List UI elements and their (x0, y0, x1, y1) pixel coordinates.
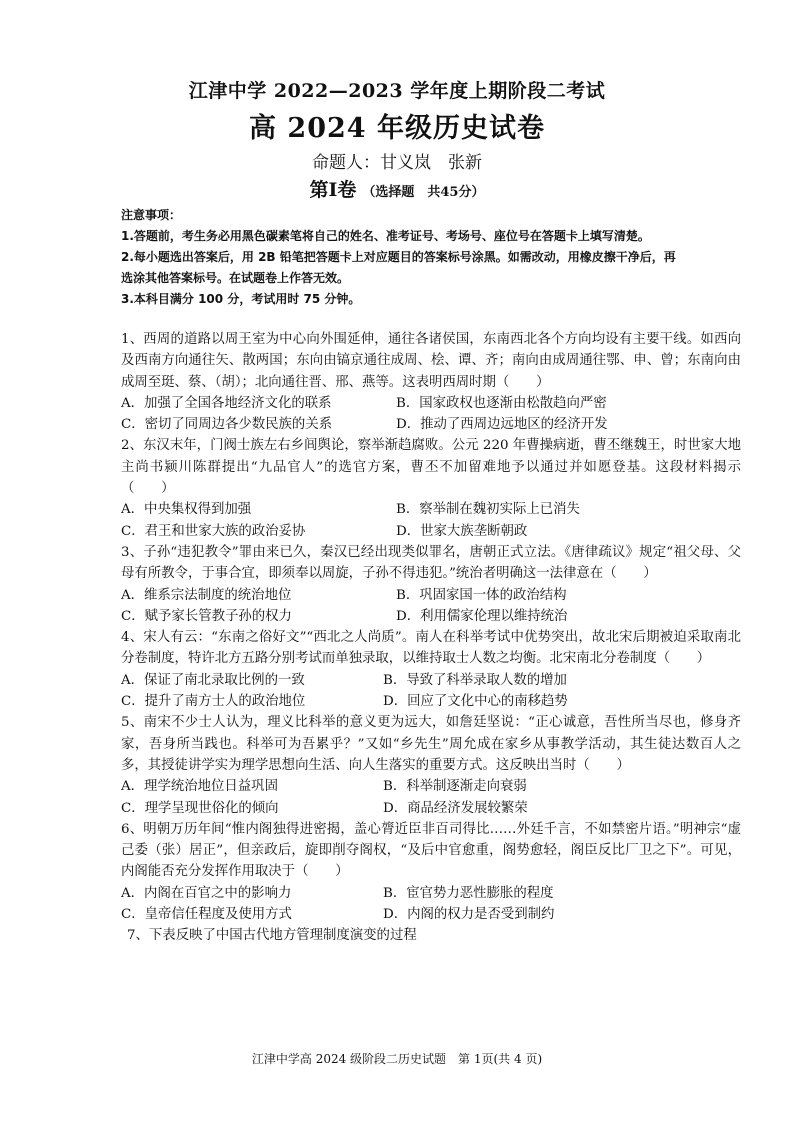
notes-title: 注意事项： (121, 208, 182, 222)
question-options (121, 883, 741, 926)
exam-notes (121, 205, 741, 310)
question-7 (121, 925, 741, 946)
question-options (121, 393, 741, 436)
option-b: B．导致了科举录取人数的增加 (383, 672, 567, 688)
note-line: 选涂其他答案标号。在试题卷上作答无效。 (121, 271, 350, 285)
note-line: 2.每小题选出答案后，用 2B 铅笔把答题卡上对应题目的答案标号涂黑。如需改动，用橡皮擦干净后，再 (121, 250, 676, 264)
option-a: A．内阁在百官之中的影响力 (121, 885, 292, 901)
option-a: A．中央集权得到加强 (121, 502, 252, 518)
option-d: D．利用儒家伦理以维持统治 (396, 608, 568, 624)
question-stem: 1、西周的道路以周王室为中心向外围延伸，通往各诸侯国，东南西北各个方向均设有主要干线。如西向及西南方向通往矢、散两国；东向由镐京通往成周、桧、谭、齐；南向由成周通往鄂、申、曾；东南向由成周至珽、蔡、（胡）；北向通往晋、邢、燕等。这表明西周时期（ ） (121, 332, 741, 390)
paper-title: 高 2024 年级历史试卷 (249, 113, 545, 144)
question-stem: 4、宋人有云：“东南之俗好文”“西北之人尚质”。南人在科举考试中优势突出，故北宋后期被迫采取南北分卷制度，特许北方五路分别考试而单独录取，以维持取士人数之均衡。北宋南北分卷制度（ ） (121, 630, 741, 667)
question-1 (121, 329, 741, 435)
question-5 (121, 712, 741, 818)
page-footer: 江津中学高 2024 级阶段二历史试题 第 1页(共 4 页) (251, 1052, 543, 1066)
question-2 (121, 435, 741, 541)
option-d: D．世家大族垄断朝政 (396, 523, 528, 539)
authors-line: 命题人：甘义岚 张新 (312, 153, 482, 173)
section-heading (0, 175, 794, 202)
option-b: B．巩固家国一体的政治结构 (396, 587, 567, 603)
question-stem: 5、南宋不少士人认为，理义比科举的意义更为远大，如詹廷坚说：“正心诚意，吾性所当尽也，修身齐家，吾身所当践也。科举可为吾累乎？”又如“乡先生”周允成在家乡从事教学活动，其生徒达数百人之多，其授徒讲学实为理学思想向生活、向人生落实的重要方式。这反映出当时（ ） (121, 715, 741, 773)
section-title: 第Ⅰ卷 (309, 179, 357, 201)
school-exam-title: 江津中学 2022—2023 学年度上期阶段二考试 (188, 80, 606, 102)
question-6 (121, 819, 741, 925)
option-b: B．国家政权也逐渐由松散趋向严密 (396, 395, 607, 411)
option-a: A．维系宗法制度的统治地位 (121, 587, 292, 603)
option-c: C．密切了同周边各少数民族的关系 (121, 417, 333, 433)
question-options (121, 585, 741, 628)
question-stem: 3、子孙“违犯教令”罪由来已久，秦汉已经出现类似罪名，唐朝正式立法。《唐律疏议》规定“祖父母、父母有所教令，于事合宜，即须奉以周旋，子孙不得违犯。”统治者明确这一法律意在（ ） (121, 544, 741, 582)
option-a: A．加强了全国各地经济文化的联系 (121, 395, 332, 411)
option-d: D．推动了西周边远地区的经济开发 (396, 417, 608, 433)
question-4 (121, 627, 741, 712)
question-stem: 7、下表反映了中国古代地方管理制度演变的过程 (127, 928, 417, 944)
option-d: D．内阁的权力是否受到制约 (383, 907, 555, 923)
option-d: D．商品经济发展较繁荣 (383, 800, 528, 816)
option-c: C．皇帝信任程度及使用方式 (121, 907, 292, 923)
option-a: A．保证了南北录取比例的一致 (121, 672, 305, 688)
option-c: C．提升了南方士人的政治地位 (121, 694, 306, 710)
option-b: B．科举制逐渐走向衰弱 (383, 779, 527, 795)
question-stem: 6、明朝万历年间“惟内阁独得进密揭，盖心膂近臣非百司得比……外廷千言，不如禁密片语。”明神宗“虚己委（张）居正”，但亲政后，旋即削夺阁权，“及后中官愈重，阁势愈轻，阁臣反比厂卫之下”。可见，内阁能否充分发挥作用取决于（ ） (121, 821, 741, 880)
option-b: B．察举制在魏初实际上已消失 (396, 502, 580, 518)
option-c: C．理学呈现世俗化的倾向 (121, 800, 279, 816)
note-line: 1.答题前，考生务必用黑色碳素笔将自己的姓名、准考证号、考场号、座位号在答题卡上填写清楚。 (121, 229, 650, 243)
option-a: A．理学统治地位日益巩固 (121, 779, 278, 795)
question-stem: 2、东汉末年，门阀士族左右乡闾舆论，察举渐趋腐败。公元 220 年曹操病逝，曹丕继魏王，时世家大地主尚书颍川陈群提出“九品官人”的选官方案，曹丕不加留难地予以通过并如愿登基。这段材料揭示（ ） (121, 438, 741, 497)
question-3 (121, 542, 741, 627)
option-d: D．回应了文化中心的南移趋势 (383, 694, 568, 710)
question-options (121, 670, 741, 713)
questions-body (121, 329, 741, 947)
option-c: C．赋予家长管教子孙的权力 (121, 608, 292, 624)
note-line: 3.本科目满分 100 分，考试用时 75 分钟。 (121, 292, 361, 306)
option-b: B．宦官势力恶性膨胀的程度 (383, 885, 554, 901)
question-options (121, 776, 741, 819)
section-note: （选择题 共45分） (362, 185, 485, 200)
question-options (121, 499, 741, 542)
option-c: C．君王和世家大族的政治妥协 (121, 523, 306, 539)
